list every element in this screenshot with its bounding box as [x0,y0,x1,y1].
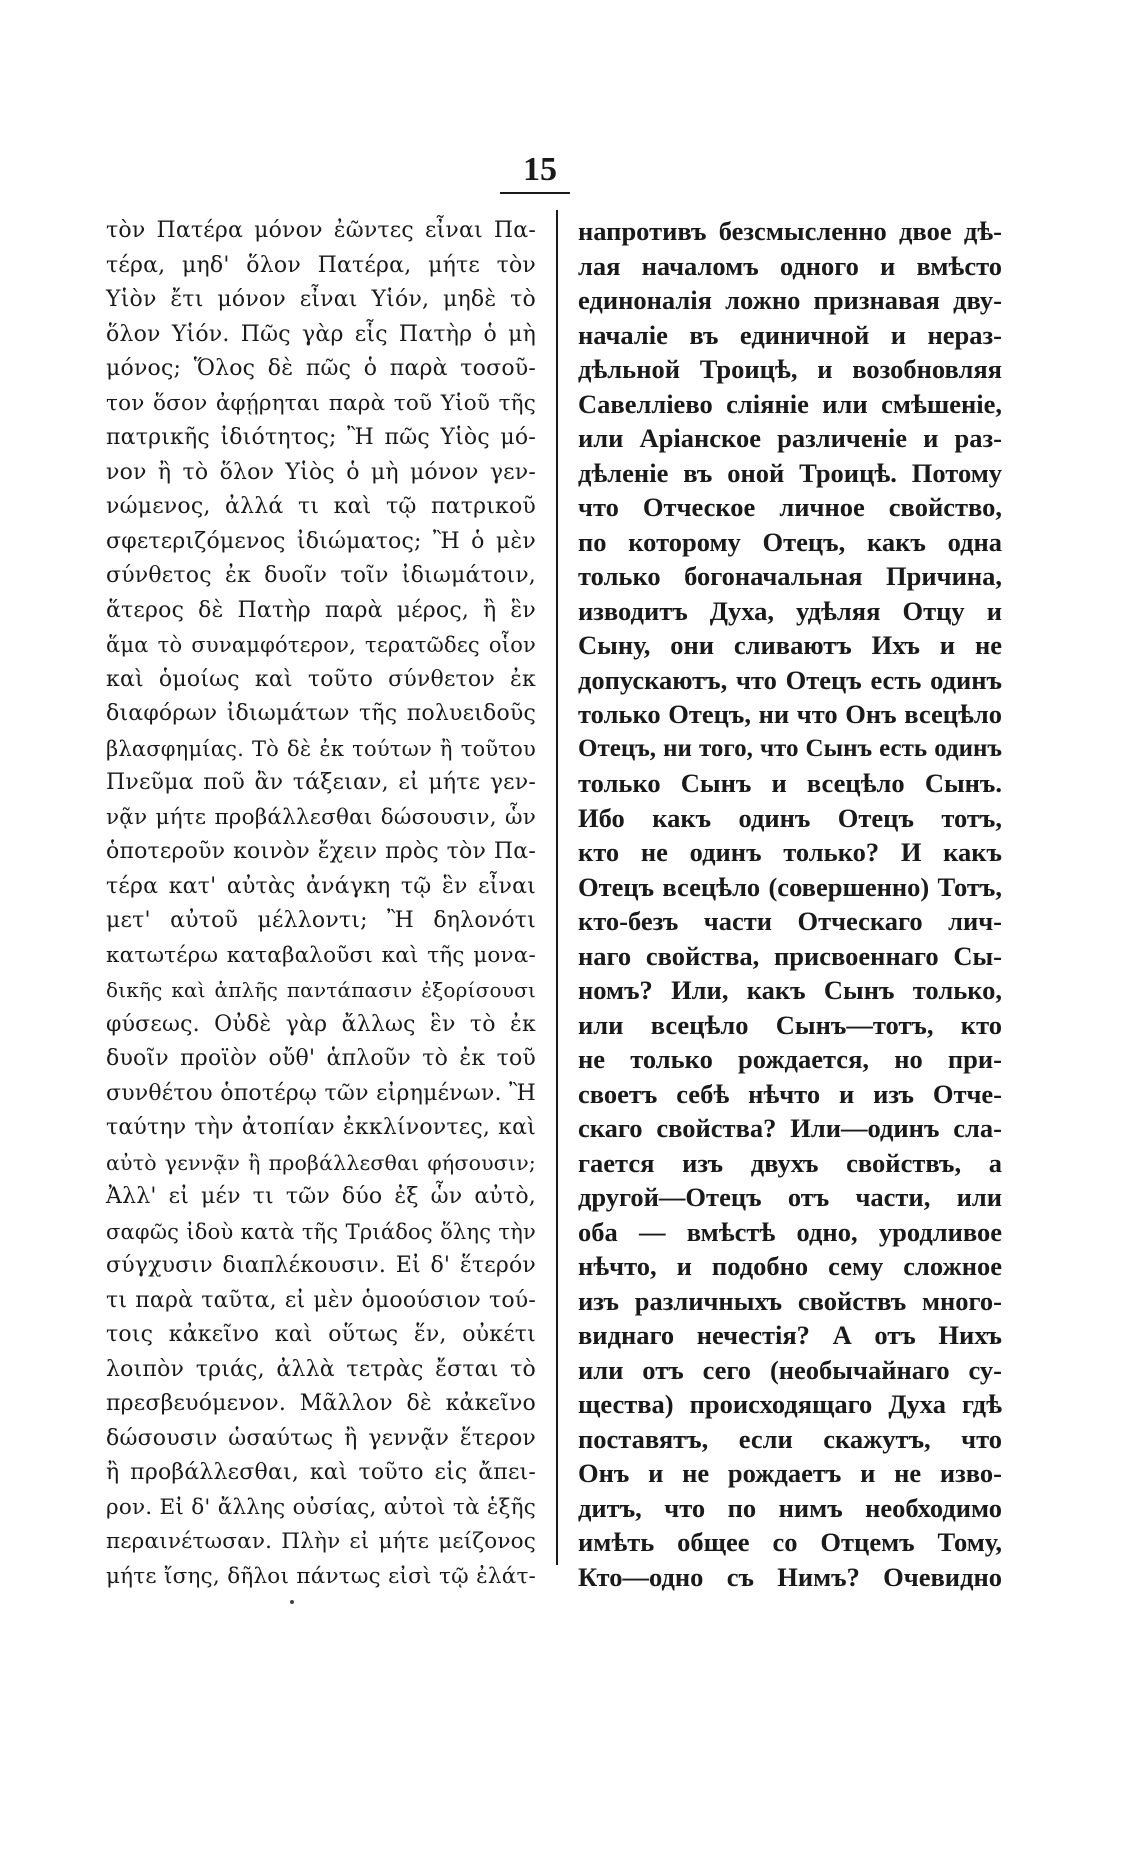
russian-text-line: напротивъ безсмысленно двое дѣ- [578,216,1002,246]
russian-text-line: допускаютъ, что Отецъ есть одинъ [578,664,1002,695]
russian-text-line: кто не одинъ только? И какъ [578,837,1002,867]
greek-text-line: καὶ ὁμοίως καὶ τοῦτο σύνθετον ἐκ [106,666,536,692]
russian-text-line: лая началомъ одного и вмѣсто [578,250,1002,281]
russian-text-line: Сыну, они сливаютъ Ихъ и не [578,630,1002,660]
russian-text-line: или всецѣло Сынъ—тотъ, кто [578,1009,1002,1040]
greek-text-line: φύσεως. Οὐδὲ γὰρ ἄλλως ἓν τὸ ἐκ [106,1011,536,1037]
greek-text-line: ὅλον Υἱόν. Πῶς γὰρ εἷς Πατὴρ ὁ μὴ [106,321,536,347]
greek-text-line: λοιπὸν τριάς, ἀλλὰ τετρὰς ἔσται τὸ [106,1356,536,1382]
greek-text-line: διαφόρων ἰδιωμάτων τῆς πολυειδοῦς [106,701,536,726]
russian-text-line: Савелліево сліяніе или смѣшеніе, [578,388,1002,419]
page-number: 15 [523,151,557,188]
greek-text-line: βλασφημίας. Τὸ δὲ ἐκ τούτων ἢ τοῦτου [106,736,536,761]
greek-text-line: ἅμα τὸ συναμφότερον, τερατῶδες οἷον [106,633,536,657]
russian-text-line: дитъ, что по нимъ необходимо [578,1492,1002,1523]
greek-text-line: μήτε ἴσης, δῆλοι πάντως εἰσὶ τῷ ἐλάτ- [106,1563,536,1589]
russian-text-line: изводитъ Духа, удѣляя Отцу и [578,595,1002,626]
russian-text-line: номъ? Или, какъ Сынъ только, [578,975,1002,1005]
russian-text-line: гается изъ двухъ свойствъ, а [578,1147,1002,1178]
russian-text-line: дѣльной Троицѣ, и возобновляя [578,354,1002,384]
greek-text-line: Ἀλλ' εἰ μέν τι τῶν δύο ἐξ ὧν αὐτὸ, [106,1184,536,1209]
greek-text-line: μόνος; Ὅλος δὲ πῶς ὁ παρὰ τοσοῦ- [106,356,536,381]
russian-text-line: имѣть общее со Отцемъ Тому, [578,1527,1002,1557]
russian-text-line: виднаго нечестія? А отъ Нихъ [578,1320,1002,1350]
russian-text-line: поставятъ, если скажутъ, что [578,1423,1002,1454]
stray-mark [290,1600,294,1604]
russian-text-line: Ибо какъ одинъ Отецъ тотъ, [578,802,1002,833]
greek-text-line: σύγχυσιν διαπλέκουσιν. Εἰ δ' ἕτερόν [106,1253,536,1278]
greek-text-line: αὐτὸ γεννᾷν ἢ προβάλλεσθαι φήσουσιν; [106,1150,536,1175]
russian-text-line: не только рождается, но при- [578,1044,1002,1074]
greek-text-line: νώμενος, ἀλλά τι καὶ τῷ πατρικοῦ [106,494,536,519]
russian-text-line: щества) происходящаго Духа гдѣ [578,1389,1002,1419]
greek-text-line: δυοῖν προϊὸν οὔθ' ἁπλοῦν τὸ ἐκ τοῦ [106,1046,536,1071]
greek-column [106,214,536,1594]
column-divider [556,210,558,1565]
greek-text-line: Πνεῦμα ποῦ ἂν τάξειαν, εἰ μήτε γεν- [106,770,536,795]
greek-text-line: τοις κἀκεῖνο καὶ οὕτως ἕν, οὐκέτι [106,1322,536,1347]
russian-text-line: Отецъ всецѣло (совершенно) Тотъ, [578,871,1002,902]
greek-text-line: τέρα κατ' αὐτὰς ἀνάγκη τῷ ἓν εἶναι [106,873,536,899]
greek-text-line: ρον. Εἰ δ' ἄλλης οὐσίας, αὐτοὶ τὰ ἑξῆς [106,1494,536,1520]
russian-column [578,214,1002,1594]
russian-text-line: только Сынъ и всецѣло Сынъ. [578,768,1002,798]
russian-text-line: Кто—одно съ Нимъ? Очевидно [578,1561,1002,1592]
russian-text-line: единоналія ложно признавая дву- [578,285,1002,315]
greek-text-line: νον ἢ τὸ ὅλον Υἱὸς ὁ μὴ μόνον γεν- [106,459,536,485]
russian-text-line: или отъ сего (необычайнаго су- [578,1354,1002,1385]
russian-text-line: кто-безъ части Отческаго лич- [578,906,1002,936]
greek-text-line: ὁποτεροῦν κοινὸν ἔχειν πρὸς τὸν Πα- [106,839,536,864]
greek-text-line: σφετεριζόμενος ἰδιώματος; Ἢ ὁ μὲν [106,528,536,554]
greek-text-line: τον ὅσον ἀφῄρηται παρὰ τοῦ Υἱοῦ τῆς [106,390,536,416]
greek-text-line: πρεσβευόμενον. Μᾶλλον δὲ κἀκεῖνο [106,1391,536,1416]
russian-text-line: Онъ и не рождаетъ и не изво- [578,1458,1002,1488]
greek-text-line: περαινέτωσαν. Πλὴν εἰ μήτε μείζονος [106,1529,536,1554]
russian-text-line: изъ различныхъ свойствъ много- [578,1285,1002,1316]
russian-text-line: своетъ себѣ нѣчто и изъ Отче- [578,1078,1002,1109]
greek-text-line: ταύτην τὴν ἀτοπίαν ἐκκλίνοντες, καὶ [106,1115,536,1140]
greek-text-line: δικῆς καὶ ἁπλῆς παντάπασιν ἐξορίσουσι [106,978,536,1002]
greek-text-line: σαφῶς ἰδοὺ κατὰ τῆς Τριάδος ὅλης τὴν [106,1219,536,1244]
russian-text-line: Отецъ, ни того, что Сынъ есть одинъ [578,734,1002,762]
russian-text-line: скаго свойства? Или—одинъ сла- [578,1113,1002,1143]
russian-text-line: дѣленіе въ оной Троицѣ. Потому [578,457,1002,488]
russian-text-line: оба — вмѣстѣ одно, уродливое [578,1216,1002,1247]
page-number-rule [500,192,570,194]
russian-text-line: что Отческое личное свойство, [578,492,1002,522]
greek-text-line: πατρικῆς ἰδιότητος; Ἢ πῶς Υἱὸς μό- [106,425,536,450]
russian-text-line: только богоначальная Причина, [578,561,1002,591]
russian-text-line: другой—Отецъ отъ части, или [578,1182,1002,1212]
russian-text-line: или Аріанское различеніе и раз- [578,423,1002,453]
greek-text-line: τι παρὰ ταῦτα, εἰ μὲν ὁμοούσιον τού- [106,1287,536,1313]
greek-text-line: συνθέτου ὁποτέρῳ τῶν εἰρημένων. Ἢ [106,1080,536,1106]
greek-text-line: σύνθετος ἐκ δυοῖν τοῖν ἰδιωμάτοιν, [106,563,536,588]
greek-text-line: μετ' αὐτοῦ μέλλοντι; Ἢ δηλονότι [106,908,536,933]
greek-text-line: τὸν Πατέρα μόνον ἐῶντες εἶναι Πα- [106,218,536,243]
russian-text-line: наго свойства, присвоеннаго Сы- [578,940,1002,971]
greek-text-line: ἢ προβάλλεσθαι, καὶ τοῦτο εἰς ἄπει- [106,1460,536,1485]
greek-text-line: τέρα, μηδ' ὅλον Πατέρα, μήτε τὸν [106,252,536,278]
russian-text-line: по которому Отецъ, какъ одна [578,526,1002,557]
russian-text-line: нѣчто, и подобно сему сложное [578,1251,1002,1281]
greek-text-line: νᾷν μήτε προβάλλεσθαι δώσουσιν, ὧν [106,804,536,830]
greek-text-line: κατωτέρω καταβαλοῦσι καὶ τῆς μονα- [106,942,536,968]
russian-text-line: началіе въ единичной и нераз- [578,319,1002,350]
greek-text-line: δώσουσιν ὡσαύτως ἢ γεννᾷν ἕτερον [106,1425,536,1451]
russian-text-line: только Отецъ, ни что Онъ всецѣло [578,699,1002,729]
greek-text-line: Υἱὸν ἔτι μόνον εἶναι Υἱόν, μηδὲ τὸ [106,287,536,312]
greek-text-line: ἅτερος δὲ Πατὴρ παρὰ μέρος, ἢ ἓν [106,597,536,623]
